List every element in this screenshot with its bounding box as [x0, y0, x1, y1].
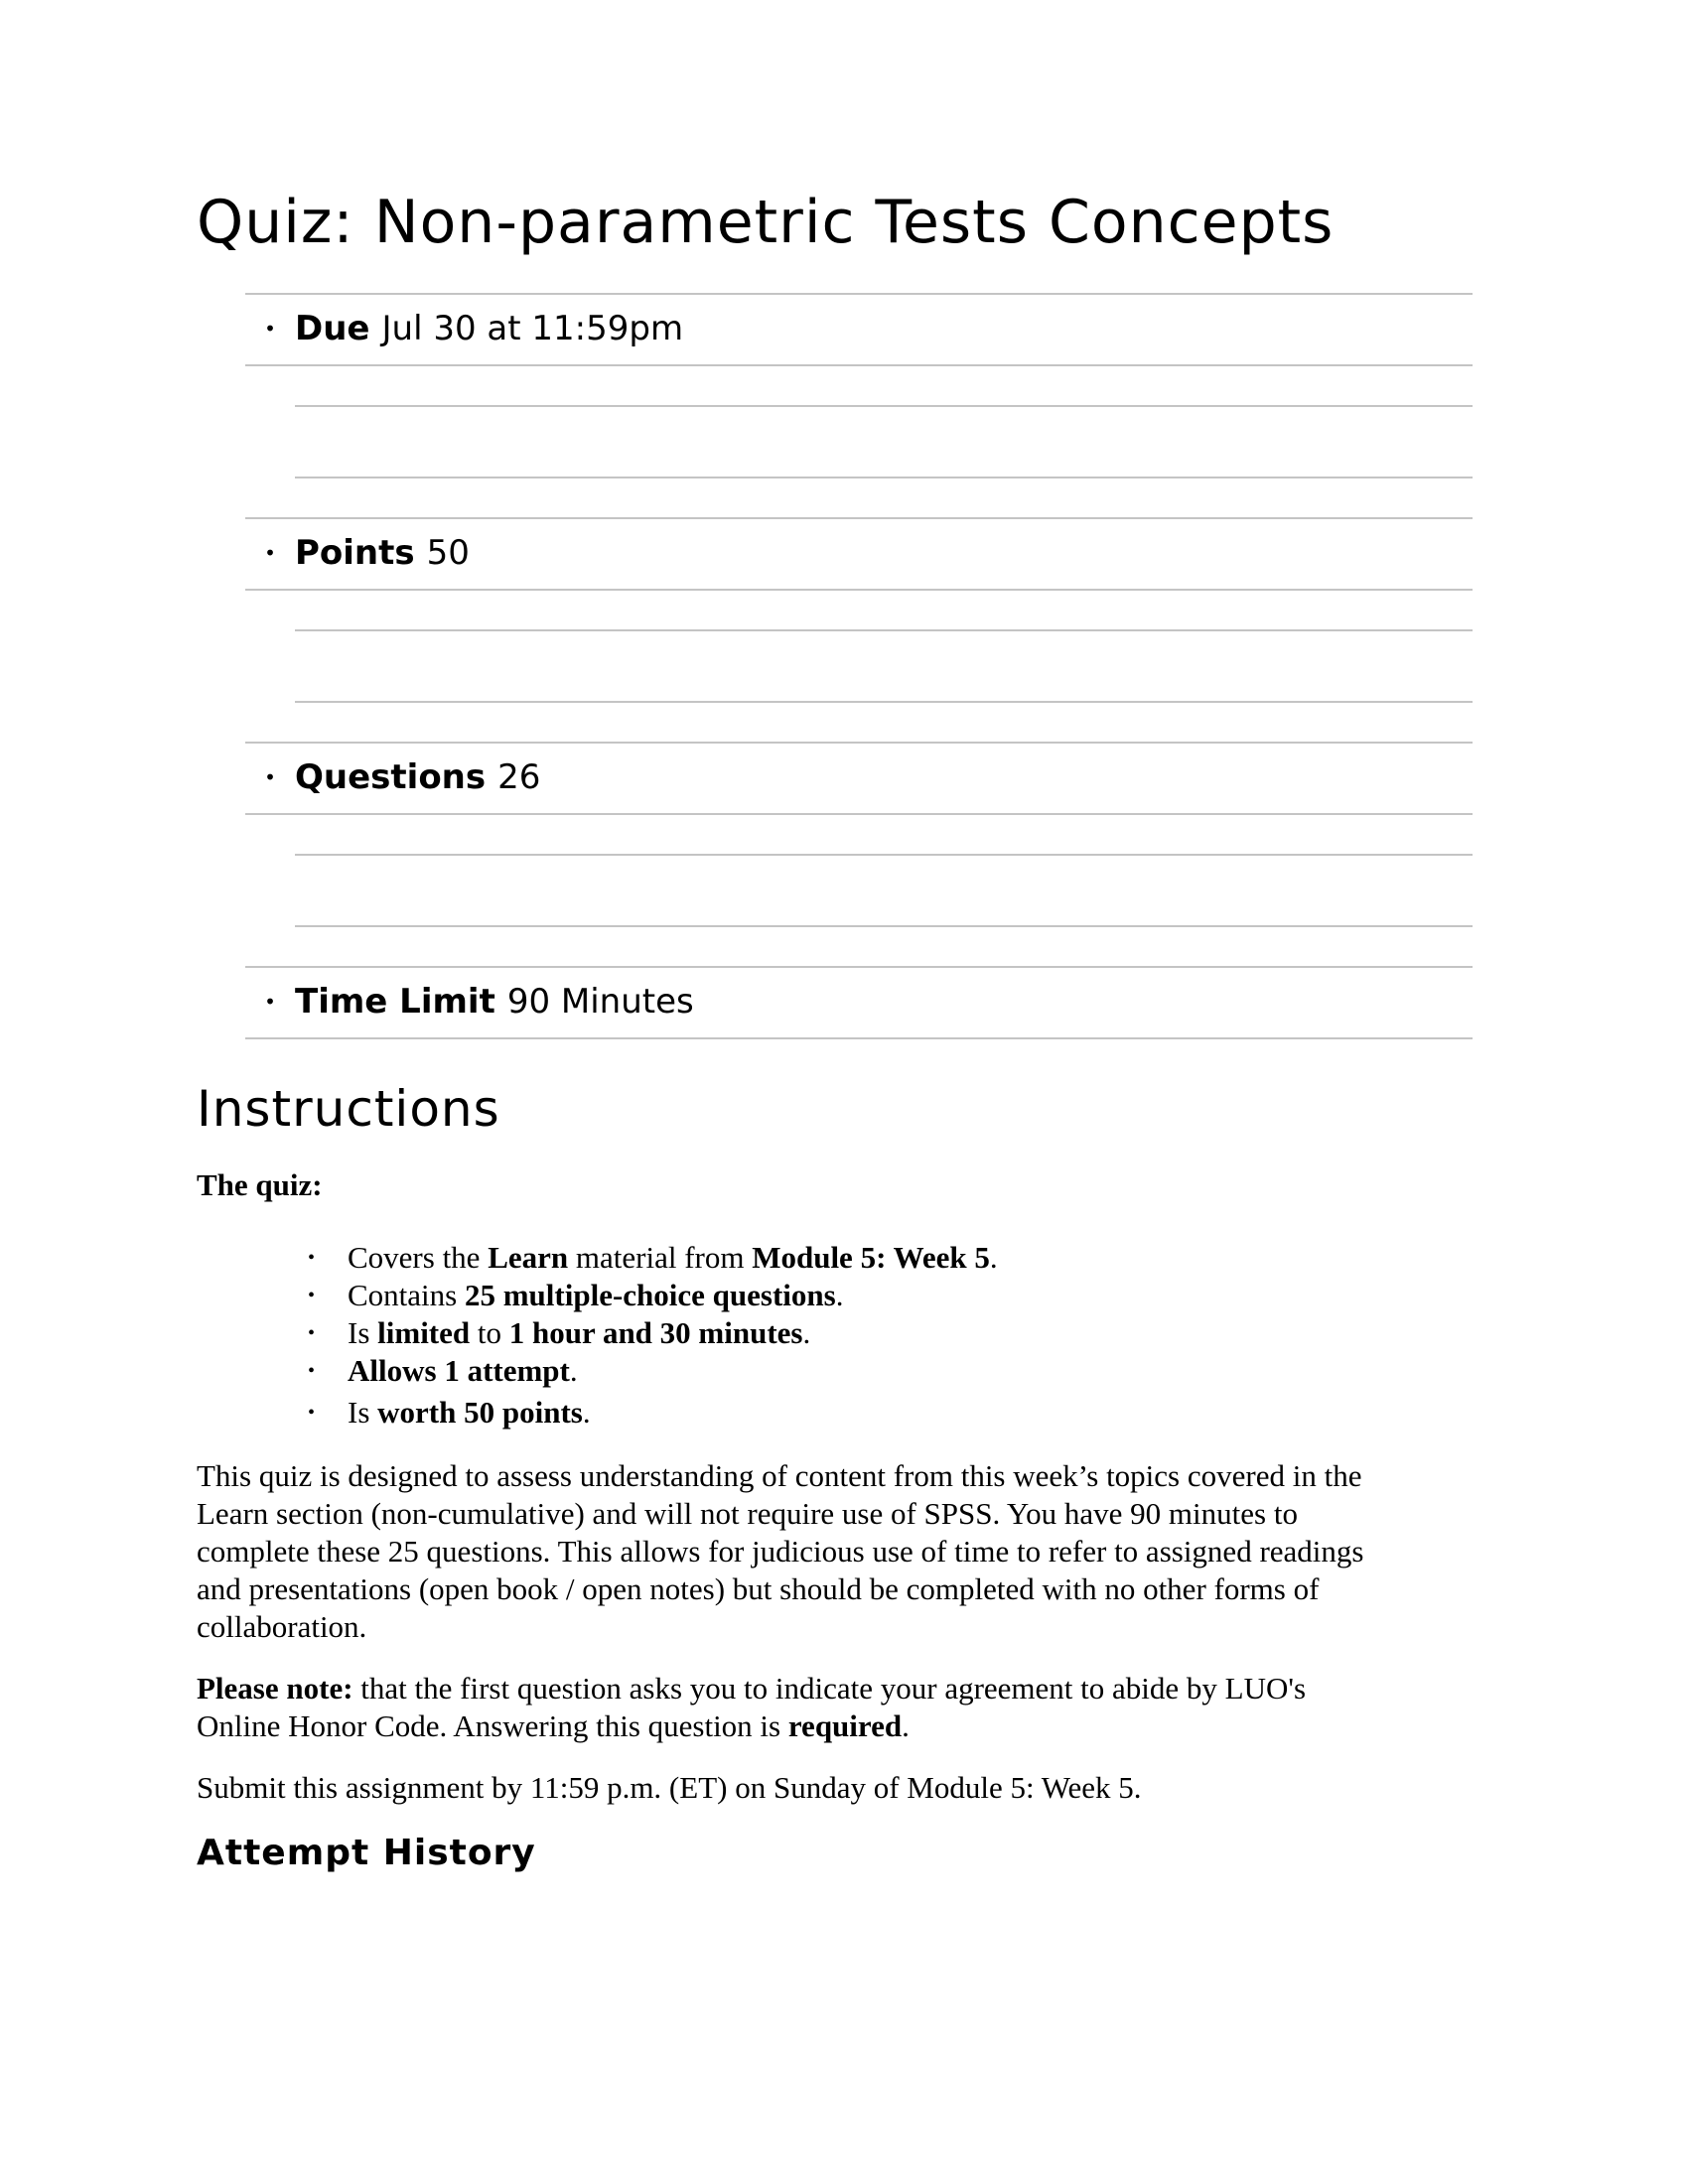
- bullet-icon: •: [264, 990, 276, 1014]
- submit-text: Submit this assignment by 11:59 p.m. (ET) on Sunday of Module 5: Week 5.: [197, 1770, 1142, 1805]
- list-text: Is: [348, 1395, 378, 1430]
- list-text: Covers the: [348, 1240, 489, 1275]
- list-item: [298, 1239, 998, 1277]
- divider: [245, 813, 1473, 815]
- points-row: [245, 518, 1473, 588]
- page-title: Quiz: Non-parametric Tests Concepts: [197, 188, 1335, 257]
- instructions-heading: Instructions: [197, 1080, 500, 1138]
- divider: [245, 364, 1473, 366]
- list-item: [298, 1352, 998, 1390]
- list-text-bold: worth 50 points: [377, 1395, 583, 1430]
- list-text: material from: [568, 1240, 753, 1275]
- quiz-intro-label: The quiz:: [197, 1167, 323, 1202]
- bullet-icon: •: [308, 1322, 316, 1344]
- points-label: Points: [295, 533, 415, 573]
- note-text: that the first question asks you to indicate your agreement to abide by LUO's: [352, 1671, 1307, 1706]
- divider: [245, 589, 1473, 591]
- divider: [295, 925, 1473, 927]
- list-text: .: [802, 1315, 811, 1350]
- list-text: Is: [348, 1315, 378, 1350]
- divider: [295, 701, 1473, 703]
- description-line: and presentations (open book / open notes) but should be completed with no other forms of: [197, 1571, 1320, 1606]
- points-value: 50: [426, 533, 470, 573]
- bullet-icon: •: [308, 1402, 316, 1424]
- note-line: [197, 1670, 1487, 1707]
- due-label: Due: [295, 309, 370, 348]
- note-text: Online Honor Code. Answering this question is: [197, 1708, 788, 1743]
- questions-row: [245, 743, 1473, 812]
- note-line: [197, 1707, 1487, 1745]
- list-text: .: [582, 1395, 591, 1430]
- description-line: This quiz is designed to assess understanding of content from this week’s topics covered in the: [197, 1458, 1362, 1493]
- list-text: Contains: [348, 1278, 465, 1312]
- bullet-icon: •: [308, 1285, 316, 1306]
- divider: [295, 405, 1473, 407]
- quiz-facts-list: [298, 1239, 998, 1432]
- note-label: Please note:: [197, 1671, 353, 1706]
- time-limit-value: 90 Minutes: [506, 982, 694, 1022]
- submit-instructions: [197, 1769, 1487, 1807]
- questions-value: 26: [497, 757, 541, 797]
- bullet-icon: •: [308, 1360, 316, 1382]
- list-text-bold: Allows 1 attempt: [348, 1353, 570, 1388]
- list-text-bold: 25 multiple-choice questions: [464, 1278, 836, 1312]
- list-text: to: [470, 1315, 509, 1350]
- divider: [295, 629, 1473, 631]
- questions-label: Questions: [295, 757, 487, 797]
- divider: [245, 1037, 1473, 1039]
- list-text-bold: Learn: [488, 1240, 569, 1275]
- bullet-icon: •: [308, 1247, 316, 1269]
- list-item: [298, 1394, 998, 1432]
- list-text-bold: 1 hour and 30 minutes: [508, 1315, 803, 1350]
- due-row: [245, 294, 1473, 363]
- note-required: required: [787, 1708, 903, 1743]
- divider: [295, 477, 1473, 478]
- list-item: [298, 1277, 998, 1314]
- list-text: .: [989, 1240, 998, 1275]
- divider: [295, 854, 1473, 856]
- bullet-icon: •: [264, 317, 276, 341]
- time-limit-label: Time Limit: [295, 982, 495, 1022]
- bullet-icon: •: [264, 765, 276, 789]
- quiz-description: [197, 1457, 1487, 1646]
- list-text: .: [569, 1353, 578, 1388]
- list-text: .: [835, 1278, 844, 1312]
- list-text-bold: Module 5: Week 5: [752, 1240, 990, 1275]
- description-line: collaboration.: [197, 1609, 367, 1644]
- due-value: Jul 30 at 11:59pm: [381, 309, 684, 348]
- note-text: .: [902, 1708, 910, 1743]
- honor-code-note: [197, 1670, 1487, 1745]
- description-line: complete these 25 questions. This allows for judicious use of time to refer to assigned readings: [197, 1534, 1364, 1569]
- list-text-bold: limited: [377, 1315, 471, 1350]
- description-line: Learn section (non-cumulative) and will not require use of SPSS. You have 90 minutes to: [197, 1496, 1298, 1531]
- time-limit-row: [245, 967, 1473, 1036]
- list-item: [298, 1314, 998, 1352]
- bullet-icon: •: [264, 541, 276, 565]
- attempt-history-heading: Attempt History: [197, 1833, 536, 1873]
